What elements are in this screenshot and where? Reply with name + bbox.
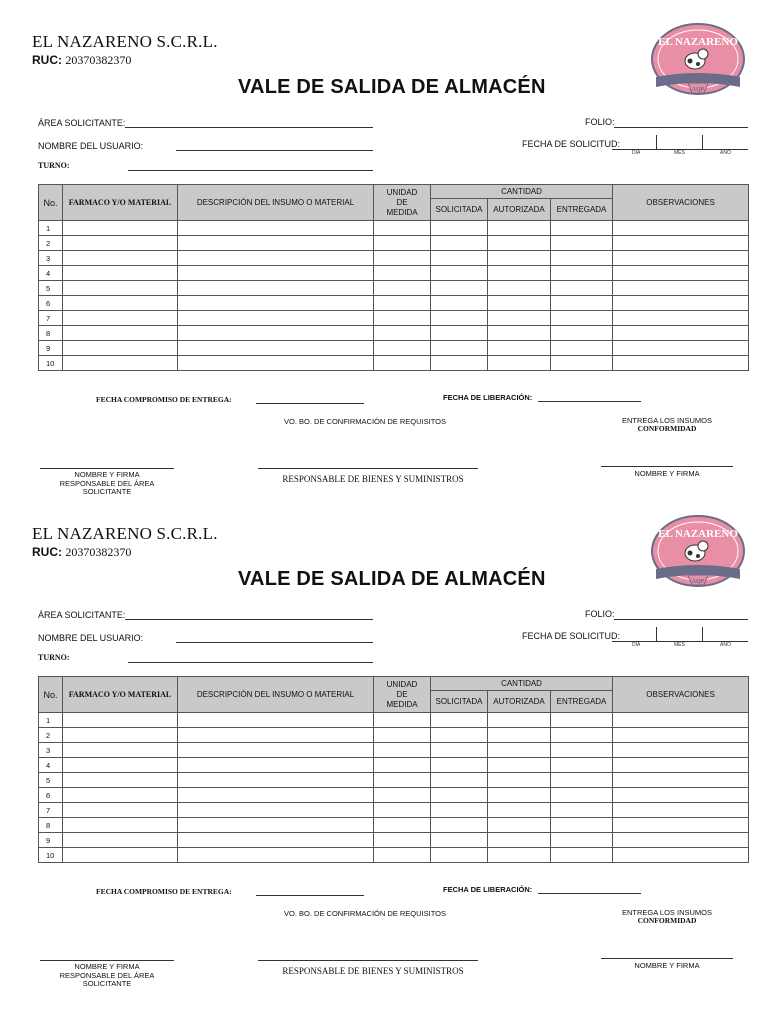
firma-right-line[interactable] [601, 958, 733, 959]
table-cell[interactable] [613, 341, 749, 356]
table-cell[interactable] [431, 341, 488, 356]
conformidad-label: CONFORMIDAD [637, 916, 697, 925]
company-logo [648, 21, 748, 97]
table-cell[interactable] [178, 758, 374, 773]
col-no-header: No. [39, 677, 63, 713]
table-row [39, 833, 749, 848]
table-cell[interactable] [63, 743, 178, 758]
table-cell[interactable] [374, 281, 431, 296]
table-cell[interactable] [551, 356, 613, 371]
table-cell[interactable] [613, 251, 749, 266]
table-cell[interactable] [551, 773, 613, 788]
table-cell[interactable] [551, 311, 613, 326]
responsable-bienes-label: RESPONSABLE DE BIENES Y SUMINISTROS [282, 474, 464, 484]
table-cell[interactable] [613, 788, 749, 803]
folio-label: FOLIO: [585, 609, 615, 619]
company-name: EL NAZARENO S.C.R.L. [32, 524, 218, 543]
table-cell[interactable] [431, 773, 488, 788]
table-cell[interactable] [374, 356, 431, 371]
table-row [39, 296, 749, 311]
row-number: 5 [39, 281, 63, 296]
table-cell[interactable] [63, 818, 178, 833]
table-cell[interactable] [63, 221, 178, 236]
firma-center-line[interactable] [258, 468, 478, 469]
table-cell[interactable] [63, 728, 178, 743]
table-cell[interactable] [431, 311, 488, 326]
table-cell[interactable] [551, 788, 613, 803]
form-title: VALE DE SALIDA DE ALMACÉN [238, 568, 546, 590]
row-number: 10 [39, 356, 63, 371]
table-cell[interactable] [431, 788, 488, 803]
table-row [39, 311, 749, 326]
table-cell[interactable] [178, 281, 374, 296]
row-number: 9 [39, 341, 63, 356]
row-number: 4 [39, 758, 63, 773]
table-cell[interactable] [551, 296, 613, 311]
table-cell[interactable] [63, 266, 178, 281]
table-cell[interactable] [374, 848, 431, 863]
table-cell[interactable] [374, 236, 431, 251]
responsable-area-line1: RESPONSABLE DEL ÁREA [59, 479, 155, 488]
fecha-solicitud-label: FECHA DE SOLICITUD: [522, 139, 621, 149]
table-cell[interactable] [613, 221, 749, 236]
table-cell[interactable] [551, 848, 613, 863]
col-cantidad-header: CANTIDAD [431, 185, 613, 199]
folio-line[interactable] [614, 619, 748, 620]
row-number: 5 [39, 773, 63, 788]
table-cell[interactable] [374, 833, 431, 848]
table-cell[interactable] [613, 296, 749, 311]
area-label: ÁREA SOLICITANTE: [38, 610, 126, 620]
col-cantidad-header: CANTIDAD [431, 677, 613, 691]
table-cell[interactable] [488, 266, 551, 281]
table-cell[interactable] [431, 803, 488, 818]
table-cell[interactable] [551, 803, 613, 818]
table-row [39, 221, 749, 236]
col-no-header: No. [39, 185, 63, 221]
responsable-area-line2: SOLICITANTE [82, 979, 132, 988]
table-cell[interactable] [431, 251, 488, 266]
responsable-area-line2: SOLICITANTE [82, 487, 132, 496]
table-cell[interactable] [178, 311, 374, 326]
entrega-insumos-label: ENTREGA LOS INSUMOS [621, 416, 713, 425]
table-cell[interactable] [431, 833, 488, 848]
row-number: 6 [39, 296, 63, 311]
col-observaciones-header: OBSERVACIONES [613, 185, 749, 221]
table-cell[interactable] [613, 266, 749, 281]
usuario-label: NOMBRE DEL USUARIO: [38, 141, 144, 151]
usuario-label: NOMBRE DEL USUARIO: [38, 633, 144, 643]
table-cell[interactable] [613, 281, 749, 296]
col-farmaco-header: FARMACO Y/O MATERIAL [63, 677, 178, 713]
table-cell[interactable] [551, 833, 613, 848]
table-cell[interactable] [613, 311, 749, 326]
table-cell[interactable] [63, 251, 178, 266]
anio-label: AÑO [720, 150, 731, 156]
table-row [39, 758, 749, 773]
table-cell[interactable] [488, 356, 551, 371]
table-cell[interactable] [613, 728, 749, 743]
table-cell[interactable] [488, 758, 551, 773]
table-cell[interactable] [431, 758, 488, 773]
table-cell[interactable] [488, 713, 551, 728]
col-observaciones-header: OBSERVACIONES [613, 677, 749, 713]
table-cell[interactable] [63, 311, 178, 326]
usuario-line[interactable] [176, 150, 373, 151]
table-row [39, 713, 749, 728]
table-cell[interactable] [374, 803, 431, 818]
company-name: EL NAZARENO S.C.R.L. [32, 32, 218, 51]
row-number: 6 [39, 788, 63, 803]
row-number: 4 [39, 266, 63, 281]
table-cell[interactable] [551, 326, 613, 341]
nombre-firma-right: NOMBRE Y FIRMA [634, 469, 700, 478]
table-cell[interactable] [374, 818, 431, 833]
col-farmaco-header: FARMACO Y/O MATERIAL [63, 185, 178, 221]
table-cell[interactable] [63, 236, 178, 251]
table-cell[interactable] [613, 818, 749, 833]
table-row [39, 266, 749, 281]
table-cell[interactable] [551, 281, 613, 296]
table-cell[interactable] [431, 743, 488, 758]
table-cell[interactable] [374, 266, 431, 281]
vobo-label: VO. BO. DE CONFIRMACIÓN DE REQUISITOS [284, 417, 446, 426]
table-cell[interactable] [551, 728, 613, 743]
table-cell[interactable] [551, 236, 613, 251]
ruc-number: 20370382370 [65, 53, 132, 67]
turno-line[interactable] [128, 170, 373, 171]
table-cell[interactable] [551, 713, 613, 728]
col-autorizada-header: AUTORIZADA [488, 199, 551, 221]
col-unidad-header: UNIDAD DE MEDIDA [374, 185, 431, 221]
ruc-label: RUC: [32, 545, 62, 559]
row-number: 10 [39, 848, 63, 863]
table-cell[interactable] [551, 818, 613, 833]
col-autorizada-header: AUTORIZADA [488, 691, 551, 713]
table-cell[interactable] [63, 296, 178, 311]
table-cell[interactable] [613, 743, 749, 758]
table-cell[interactable] [178, 266, 374, 281]
col-solicitada-header: SOLICITADA [431, 199, 488, 221]
form-copy-top [0, 8, 768, 508]
firma-left-line[interactable] [40, 960, 174, 961]
fecha-solicitud-box[interactable] [612, 627, 748, 648]
table-cell[interactable] [488, 803, 551, 818]
table-cell[interactable] [488, 311, 551, 326]
table-cell[interactable] [374, 758, 431, 773]
row-number: 8 [39, 818, 63, 833]
fecha-compromiso-line[interactable] [256, 403, 364, 404]
fecha-solicitud-label: FECHA DE SOLICITUD: [522, 631, 621, 641]
col-solicitada-header: SOLICITADA [431, 691, 488, 713]
fecha-compromiso-label: FECHA COMPROMISO DE ENTREGA: [96, 395, 232, 404]
folio-label: FOLIO: [585, 117, 615, 127]
table-cell[interactable] [431, 713, 488, 728]
table-cell[interactable] [178, 773, 374, 788]
responsable-bienes-label: RESPONSABLE DE BIENES Y SUMINISTROS [282, 966, 464, 976]
table-cell[interactable] [488, 326, 551, 341]
table-cell[interactable] [178, 713, 374, 728]
table-cell[interactable] [374, 296, 431, 311]
table-cell[interactable] [63, 803, 178, 818]
table-cell[interactable] [178, 251, 374, 266]
table-cell[interactable] [178, 833, 374, 848]
vobo-label: VO. BO. DE CONFIRMACIÓN DE REQUISITOS [284, 909, 446, 918]
row-number: 9 [39, 833, 63, 848]
table-cell[interactable] [178, 296, 374, 311]
fecha-liberacion-label: FECHA DE LIBERACIÓN: [443, 393, 533, 402]
fecha-liberacion-label: FECHA DE LIBERACIÓN: [443, 885, 533, 894]
table-cell[interactable] [63, 848, 178, 863]
nombre-firma-left: NOMBRE Y FIRMA [74, 470, 140, 479]
table-cell[interactable] [431, 296, 488, 311]
mes-label: MES [674, 150, 685, 156]
table-cell[interactable] [374, 341, 431, 356]
table-cell[interactable] [178, 848, 374, 863]
table-cell[interactable] [178, 221, 374, 236]
table-cell[interactable] [178, 236, 374, 251]
table-cell[interactable] [63, 833, 178, 848]
entrega-insumos-label: ENTREGA LOS INSUMOS [621, 908, 713, 917]
table-cell[interactable] [63, 356, 178, 371]
table-cell[interactable] [374, 773, 431, 788]
table-cell[interactable] [63, 281, 178, 296]
table-cell[interactable] [613, 758, 749, 773]
logo-subtext: AQP [691, 87, 705, 93]
table-cell[interactable] [178, 341, 374, 356]
table-cell[interactable] [613, 803, 749, 818]
table-cell[interactable] [488, 281, 551, 296]
table-cell[interactable] [374, 713, 431, 728]
table-cell[interactable] [374, 311, 431, 326]
row-number: 3 [39, 251, 63, 266]
row-number: 1 [39, 221, 63, 236]
row-number: 8 [39, 326, 63, 341]
responsable-area-line1: RESPONSABLE DEL ÁREA [59, 971, 155, 980]
table-row [39, 728, 749, 743]
firma-center-line[interactable] [258, 960, 478, 961]
table-cell[interactable] [431, 848, 488, 863]
fecha-solicitud-box[interactable] [612, 135, 748, 156]
folio-line[interactable] [614, 127, 748, 128]
form-copy-bottom [0, 500, 768, 1000]
table-cell[interactable] [488, 788, 551, 803]
table-cell[interactable] [178, 803, 374, 818]
table-cell[interactable] [551, 221, 613, 236]
fecha-compromiso-line[interactable] [256, 895, 364, 896]
table-cell[interactable] [488, 341, 551, 356]
table-cell[interactable] [178, 326, 374, 341]
table-cell[interactable] [551, 758, 613, 773]
row-number: 2 [39, 236, 63, 251]
fecha-liberacion-line[interactable] [538, 893, 641, 894]
table-cell[interactable] [63, 341, 178, 356]
col-entregada-header: ENTREGADA [551, 691, 613, 713]
table-row [39, 788, 749, 803]
firma-left-line[interactable] [40, 468, 174, 469]
anio-label: AÑO [720, 642, 731, 648]
table-cell[interactable] [63, 713, 178, 728]
table-cell[interactable] [551, 251, 613, 266]
table-cell[interactable] [613, 833, 749, 848]
company-logo [648, 513, 748, 589]
table-cell[interactable] [488, 296, 551, 311]
table-cell[interactable] [63, 326, 178, 341]
conformidad-label: CONFORMIDAD [637, 424, 697, 433]
table-cell[interactable] [178, 788, 374, 803]
nombre-firma-left: NOMBRE Y FIRMA [74, 962, 140, 971]
col-descripcion-header: DESCRIPCIÓN DEL INSUMO O MATERIAL [178, 677, 374, 713]
table-cell[interactable] [613, 356, 749, 371]
table-cell[interactable] [431, 356, 488, 371]
table-cell[interactable] [488, 251, 551, 266]
row-number: 7 [39, 803, 63, 818]
turno-label: TURNO: [38, 161, 70, 170]
row-number: 2 [39, 728, 63, 743]
table-cell[interactable] [431, 266, 488, 281]
table-cell[interactable] [374, 743, 431, 758]
area-line[interactable] [125, 127, 373, 128]
usuario-line[interactable] [176, 642, 373, 643]
logo-subtext: AQP [691, 579, 705, 585]
table-cell[interactable] [178, 728, 374, 743]
table-row [39, 281, 749, 296]
table-cell[interactable] [63, 788, 178, 803]
row-number: 7 [39, 311, 63, 326]
table-cell[interactable] [374, 326, 431, 341]
logo-text: EL NAZARENO [658, 36, 738, 48]
row-number: 3 [39, 743, 63, 758]
table-cell[interactable] [488, 773, 551, 788]
table-cell[interactable] [551, 266, 613, 281]
items-table [38, 184, 749, 371]
fecha-compromiso-label: FECHA COMPROMISO DE ENTREGA: [96, 887, 232, 896]
table-cell[interactable] [431, 818, 488, 833]
form-title: VALE DE SALIDA DE ALMACÉN [238, 76, 546, 98]
table-cell[interactable] [488, 833, 551, 848]
table-cell[interactable] [488, 236, 551, 251]
table-cell[interactable] [63, 758, 178, 773]
items-table [38, 676, 749, 863]
turno-label: TURNO: [38, 653, 70, 662]
table-cell[interactable] [613, 326, 749, 341]
table-cell[interactable] [63, 773, 178, 788]
table-cell[interactable] [374, 788, 431, 803]
table-cell[interactable] [374, 251, 431, 266]
table-cell[interactable] [431, 728, 488, 743]
ruc-line [32, 545, 131, 560]
col-descripcion-header: DESCRIPCIÓN DEL INSUMO O MATERIAL [178, 185, 374, 221]
table-cell[interactable] [488, 728, 551, 743]
col-unidad-header: UNIDAD DE MEDIDA [374, 677, 431, 713]
turno-line[interactable] [128, 662, 373, 663]
table-cell[interactable] [488, 743, 551, 758]
mes-label: MES [674, 642, 685, 648]
fecha-liberacion-line[interactable] [538, 401, 641, 402]
logo-text: EL NAZARENO [658, 528, 738, 540]
table-row [39, 848, 749, 863]
table-cell[interactable] [551, 341, 613, 356]
row-number: 1 [39, 713, 63, 728]
table-row [39, 326, 749, 341]
dia-label: DIA [632, 150, 641, 156]
table-cell[interactable] [488, 848, 551, 863]
table-cell[interactable] [178, 818, 374, 833]
table-cell[interactable] [178, 743, 374, 758]
table-cell[interactable] [613, 773, 749, 788]
table-row [39, 341, 749, 356]
table-row [39, 803, 749, 818]
table-cell[interactable] [178, 356, 374, 371]
dia-label: DIA [632, 642, 641, 648]
table-cell[interactable] [431, 221, 488, 236]
table-cell[interactable] [613, 848, 749, 863]
firma-right-line[interactable] [601, 466, 733, 467]
area-label: ÁREA SOLICITANTE: [38, 118, 126, 128]
table-row [39, 236, 749, 251]
ruc-number: 20370382370 [65, 545, 132, 559]
table-cell[interactable] [374, 221, 431, 236]
table-row [39, 356, 749, 371]
area-line[interactable] [125, 619, 373, 620]
table-row [39, 743, 749, 758]
table-cell[interactable] [613, 713, 749, 728]
table-cell[interactable] [431, 281, 488, 296]
table-cell[interactable] [488, 221, 551, 236]
ruc-label: RUC: [32, 53, 62, 67]
table-cell[interactable] [431, 236, 488, 251]
nombre-firma-right: NOMBRE Y FIRMA [634, 961, 700, 970]
table-row [39, 773, 749, 788]
col-entregada-header: ENTREGADA [551, 199, 613, 221]
table-cell[interactable] [374, 728, 431, 743]
table-row [39, 818, 749, 833]
table-row [39, 251, 749, 266]
table-cell[interactable] [551, 743, 613, 758]
table-cell[interactable] [488, 818, 551, 833]
table-cell[interactable] [431, 326, 488, 341]
ruc-line [32, 53, 131, 68]
table-cell[interactable] [613, 236, 749, 251]
